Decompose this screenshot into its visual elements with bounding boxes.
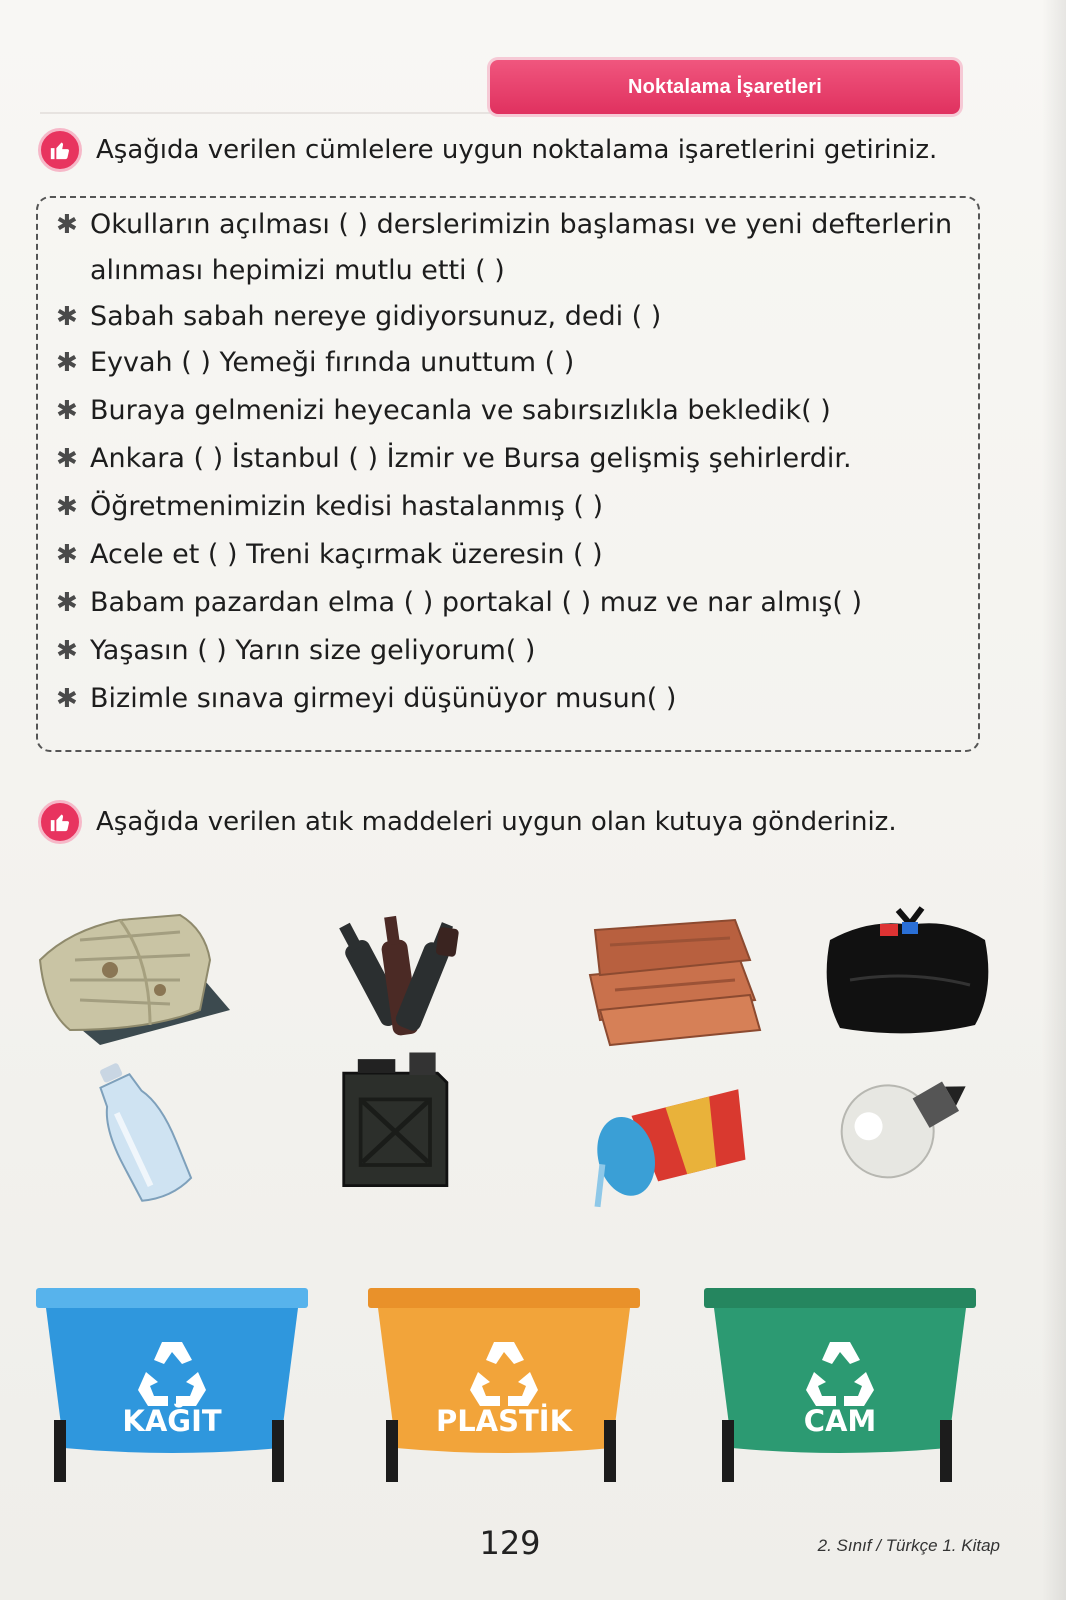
asterisk-bullet-icon: ✱ <box>56 684 78 714</box>
cardboard-boxes-icon[interactable] <box>570 900 770 1050</box>
sentence-item <box>56 484 964 530</box>
thumbs-up-icon <box>38 128 82 172</box>
plastic-bottle-icon[interactable] <box>50 1055 250 1205</box>
page-edge-shadow <box>1042 0 1066 1600</box>
asterisk-bullet-icon: ✱ <box>56 540 78 570</box>
asterisk-bullet-icon: ✱ <box>56 636 78 666</box>
asterisk-bullet-icon: ✱ <box>56 396 78 426</box>
jerrycan-icon[interactable] <box>300 1045 500 1195</box>
sentence-text[interactable]: Öğretmenimizin kedisi hastalanmış ( ) <box>90 491 603 522</box>
sentence-item <box>56 580 964 626</box>
header-badge <box>490 60 960 114</box>
sentence-item <box>56 388 964 434</box>
light-bulb-icon[interactable] <box>820 1060 1020 1210</box>
book-title: 2. Sınıf / Türkçe 1. Kitap <box>817 1536 1000 1555</box>
asterisk-bullet-icon: ✱ <box>56 348 78 378</box>
plastic-cup-icon[interactable] <box>580 1065 780 1215</box>
sentence-text[interactable]: Buraya gelmenizi heyecanla ve sabırsızlıkla bekledik( ) <box>90 395 831 426</box>
sentence-item <box>56 294 964 340</box>
sentence-text[interactable]: Eyvah ( ) Yemeği fırında unuttum ( ) <box>90 347 575 378</box>
sentence-text[interactable]: Babam pazardan elma ( ) portakal ( ) muz ve nar almış( ) <box>90 587 862 618</box>
sentence-item <box>56 436 964 482</box>
paper-bin[interactable] <box>32 1280 312 1500</box>
sentence-item <box>56 676 964 722</box>
header-rule <box>40 112 490 114</box>
asterisk-bullet-icon: ✱ <box>56 588 78 618</box>
bin-label: CAM <box>803 1404 877 1438</box>
instruction-2 <box>38 800 897 844</box>
glass-bottles-icon[interactable] <box>300 900 500 1050</box>
glass-bin[interactable] <box>700 1280 980 1500</box>
instruction-2-text: Aşağıda verilen atık maddeleri uygun olan kutuya gönderiniz. <box>96 807 897 837</box>
bin-label: KAĞIT <box>122 1404 222 1438</box>
thumbs-up-icon <box>38 800 82 844</box>
sentence-item <box>56 340 964 386</box>
asterisk-bullet-icon: ✱ <box>56 444 78 474</box>
sentence-text[interactable]: Sabah sabah nereye gidiyorsunuz, dedi ( ) <box>90 301 662 332</box>
sentence-text[interactable]: Okulların açılması ( ) derslerimizin başlaması ve yeni defterlerin alınması hepimizi mutlu etti ( ) <box>90 209 953 286</box>
sentence-text[interactable]: Yaşasın ( ) Yarın size geliyorum( ) <box>90 635 536 666</box>
plastic-bin[interactable] <box>364 1280 644 1500</box>
asterisk-bullet-icon: ✱ <box>56 492 78 522</box>
sentence-text[interactable]: Ankara ( ) İstanbul ( ) İzmir ve Bursa gelişmiş şehirlerdir. <box>90 443 852 474</box>
sentence-text[interactable]: Bizimle sınava girmeyi düşünüyor musun( ) <box>90 683 677 714</box>
newspaper-icon[interactable] <box>30 900 230 1050</box>
sentence-text[interactable]: Acele et ( ) Treni kaçırmak üzeresin ( ) <box>90 539 603 570</box>
sentence-item <box>56 532 964 578</box>
header-title: Noktalama İşaretleri <box>627 75 823 98</box>
asterisk-bullet-icon: ✱ <box>56 210 78 240</box>
bin-label: PLASTİK <box>435 1404 573 1438</box>
sentence-box <box>36 196 980 752</box>
sentence-item <box>56 202 964 294</box>
page-number: 129 <box>479 1524 541 1562</box>
instruction-1 <box>38 128 937 172</box>
instruction-1-text: Aşağıda verilen cümlelere uygun noktalama işaretlerini getiriniz. <box>96 135 938 165</box>
sentence-item <box>56 628 964 674</box>
asterisk-bullet-icon: ✱ <box>56 302 78 332</box>
garbage-bag-icon[interactable] <box>810 900 1010 1050</box>
